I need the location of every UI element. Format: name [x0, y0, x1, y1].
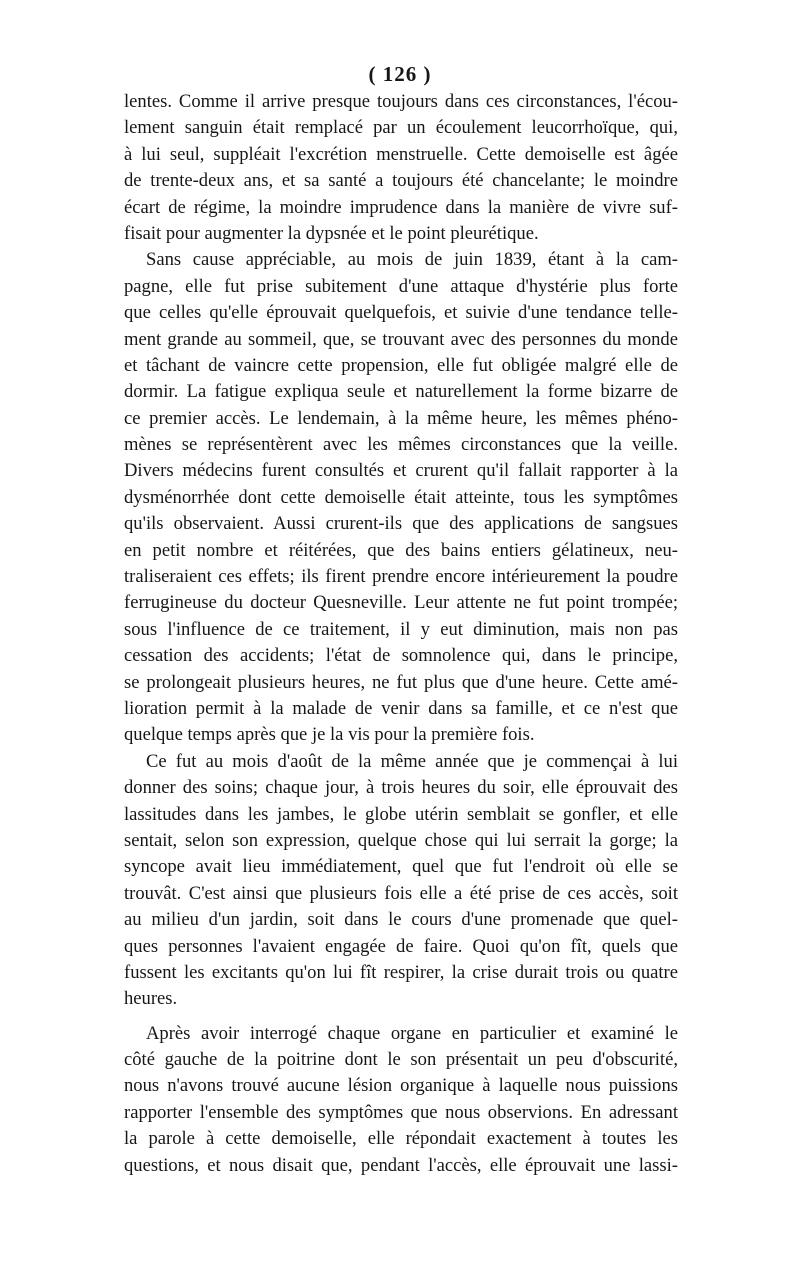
text-line: lement sanguin était remplacé par un écoulement leucorrhoïque, qui, [124, 117, 678, 139]
text-line: traliseraient ces effets; ils firent prendre encore intérieurement la poudre [124, 566, 678, 588]
text-line: cessation des accidents; l'état de somnolence qui, dans le principe, [124, 645, 678, 667]
text-line: au milieu d'un jardin, soit dans le cours d'une promenade que quel- [124, 909, 678, 931]
paragraph-4 [124, 1021, 678, 1179]
text-line: mènes se représentèrent avec les mêmes circonstances que la veille. [124, 434, 678, 456]
text-line: qu'ils observaient. Aussi crurent-ils que des applications de sangsues [124, 513, 678, 535]
text-line: lassitudes dans les jambes, le globe utérin semblait se gonfler, et elle [124, 803, 678, 825]
text-line: syncope avait lieu immédiatement, quel que fut l'endroit où elle se [124, 856, 678, 878]
text-line: ment grande au sommeil, que, se trouvant avec des personnes du monde [124, 328, 678, 350]
text-line: nous n'avons trouvé aucune lésion organique à laquelle nous puissions [124, 1075, 678, 1097]
text-body [124, 89, 678, 1179]
text-line: pagne, elle fut prise subitement d'une attaque d'hystérie plus forte [124, 275, 678, 297]
text-line: lentes. Comme il arrive presque toujours dans ces circonstances, l'écou- [124, 91, 678, 112]
text-line: de trente-deux ans, et sa santé a toujours été chancelante; le moindre [124, 170, 678, 192]
text-line: se prolongeait plusieurs heures, ne fut plus que d'une heure. Cette amé- [124, 671, 678, 693]
text-line: Ce fut au mois d'août de la même année que je commençai à lui [146, 750, 678, 772]
text-line: écart de régime, la moindre imprudence dans la manière de vivre suf- [124, 196, 678, 218]
text-line: Après avoir interrogé chaque organe en particulier et examiné le [146, 1022, 678, 1044]
text-line: fisait pour augmenter la dypsnée et le point pleurétique. [124, 222, 539, 244]
text-line: que celles qu'elle éprouvait quelquefois, et suivie d'une tendance telle- [124, 302, 678, 324]
text-line: Divers médecins furent consultés et crurent qu'il fallait rapporter à la [124, 460, 678, 482]
text-line: côté gauche de la poitrine dont le son présentait un peu d'obscurité, [124, 1049, 678, 1071]
text-line: à lui seul, suppléait l'excrétion menstruelle. Cette demoiselle est âgée [124, 143, 678, 165]
text-line: lioration permit à la malade de venir dans sa famille, et ce n'est que [124, 697, 678, 719]
text-line: trouvât. C'est ainsi que plusieurs fois elle a été prise de ces accès, soit [124, 882, 678, 904]
text-line: quelque temps après que je la vis pour la première fois. [124, 724, 535, 746]
paragraph-2 [124, 247, 678, 748]
text-line: dysménorrhée dont cette demoiselle était atteinte, tous les symptômes [124, 486, 678, 508]
text-line: en petit nombre et réitérées, que des bains entiers gélatineux, neu- [124, 539, 678, 561]
text-line: donner des soins; chaque jour, à trois heures du soir, elle éprouvait des [124, 777, 678, 799]
paragraph-3 [124, 749, 678, 1013]
page-number: ( 126 ) [368, 62, 432, 86]
text-line: fussent les excitants qu'on lui fît respirer, la crise durait trois ou quatre [124, 961, 678, 983]
text-line: sentait, selon son expression, quelque chose qui lui serrait la gorge; la [124, 829, 678, 851]
paragraph-spacer [124, 1013, 678, 1021]
text-line: ce premier accès. Le lendemain, à la même heure, les mêmes phéno- [124, 407, 678, 429]
text-line: la parole à cette demoiselle, elle répondait exactement à toutes les [124, 1128, 678, 1150]
text-line: et tâchant de vaincre cette propension, elle fut obligée malgré elle de [124, 354, 678, 376]
paragraph-1 [124, 89, 678, 247]
text-line: dormir. La fatigue expliqua seule et naturellement la forme bizarre de [124, 381, 678, 403]
text-line: Sans cause appréciable, au mois de juin 1839, étant à la cam- [146, 249, 678, 271]
text-line: heures. [124, 988, 178, 1010]
text-line: rapporter l'ensemble des symptômes que nous observions. En adressant [124, 1101, 678, 1123]
text-line: sous l'influence de ce traitement, il y eut diminution, mais non pas [124, 618, 678, 640]
text-line: questions, et nous disait que, pendant l'accès, elle éprouvait une lassi- [124, 1154, 678, 1176]
text-line: ques personnes l'avaient engagée de faire. Quoi qu'on fît, quels que [124, 935, 678, 957]
text-line: ferrugineuse du docteur Quesneville. Leur attente ne fut point trompée; [124, 592, 678, 614]
